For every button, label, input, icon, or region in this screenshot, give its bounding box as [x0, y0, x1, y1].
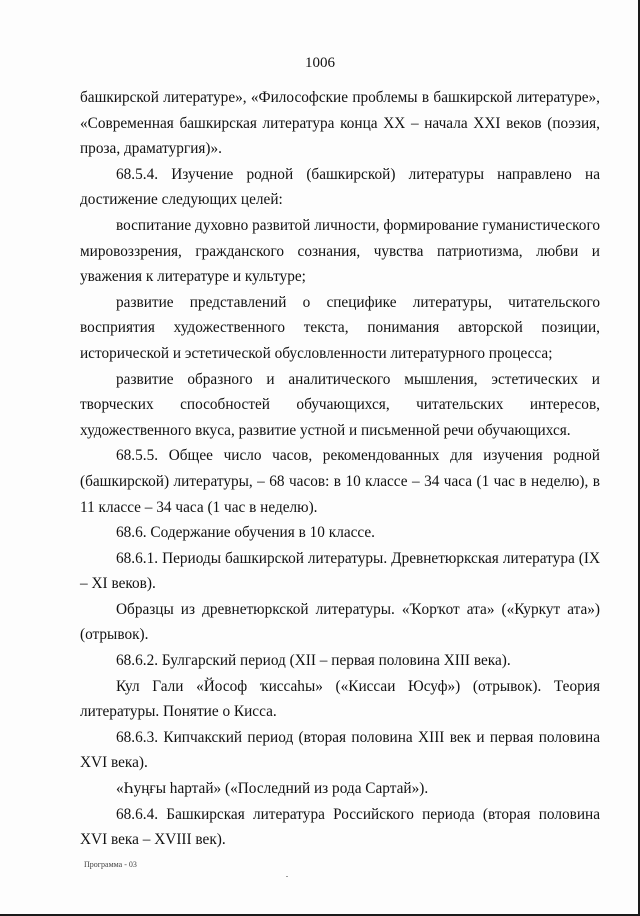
paragraph: «Һуңғы һартай» («Последний из рода Сартай»).: [116, 780, 429, 798]
paragraph: 68.5.5. Общее число часов, рекомендованных для изучения родной (башкирской) литературы, – 68 часов: в 10 классе – 34 часа (1 час в неделю), в 11 классе – 34 часа (1 час в неделю).: [80, 447, 600, 516]
paragraph: 68.6.4. Башкирская литература Российского периода (вторая половина XVI века – XVIII век).: [80, 805, 600, 849]
page-number: 1006: [305, 55, 335, 71]
body-text: [80, 85, 600, 853]
paragraph: Образцы из древнетюркской литературы. «Ҡорҡот ата» («Куркут ата») (отрывок).: [80, 600, 600, 644]
paragraph: развитие образного и аналитического мышления, эстетических и творческих способностей обучающихся, читательских интересов, художественного вкуса, развитие устной и письменной речи обучающихся.: [80, 370, 600, 439]
paragraph: башкирской литературе», «Философские проблемы в башкирской литературе», «Современная башкирская литература конца XX – начала XXI веков (поэзия, проза, драматургия)».: [80, 89, 600, 158]
paragraph: 68.5.4. Изучение родной (башкирской) литературы направлено на достижение следующих целей:: [80, 165, 600, 209]
paragraph: 68.6.1. Периоды башкирской литературы. Древнетюркская литература (IX – XI веков).: [80, 549, 600, 593]
section-heading: 68.6. Содержание обучения в 10 классе.: [116, 524, 376, 542]
page-footer: Программа - 03: [84, 860, 137, 869]
paragraph: развитие представлений о специфике литературы, читательского восприятия художественного текста, понимания авторской позиции, исторической и эстетической обусловленности литературного процесса;: [80, 293, 600, 362]
paragraph: 68.6.2. Булгарский период (XII – первая половина XIII века).: [116, 652, 511, 670]
paragraph: Кул Гали «Йософ ҡиссаһы» («Киссаи Юсуф») (отрывок). Теория литературы. Понятие о Кисса.: [80, 677, 600, 721]
paragraph: 68.6.3. Кипчакский период (вторая половина XIII век и первая половина XVI века).: [80, 728, 600, 772]
scan-speck: [286, 876, 288, 877]
paragraph: воспитание духовно развитой личности, формирование гуманистического мировоззрения, гражданского сознания, чувства патриотизма, любви и уважения к литературе и культуре;: [80, 216, 600, 286]
